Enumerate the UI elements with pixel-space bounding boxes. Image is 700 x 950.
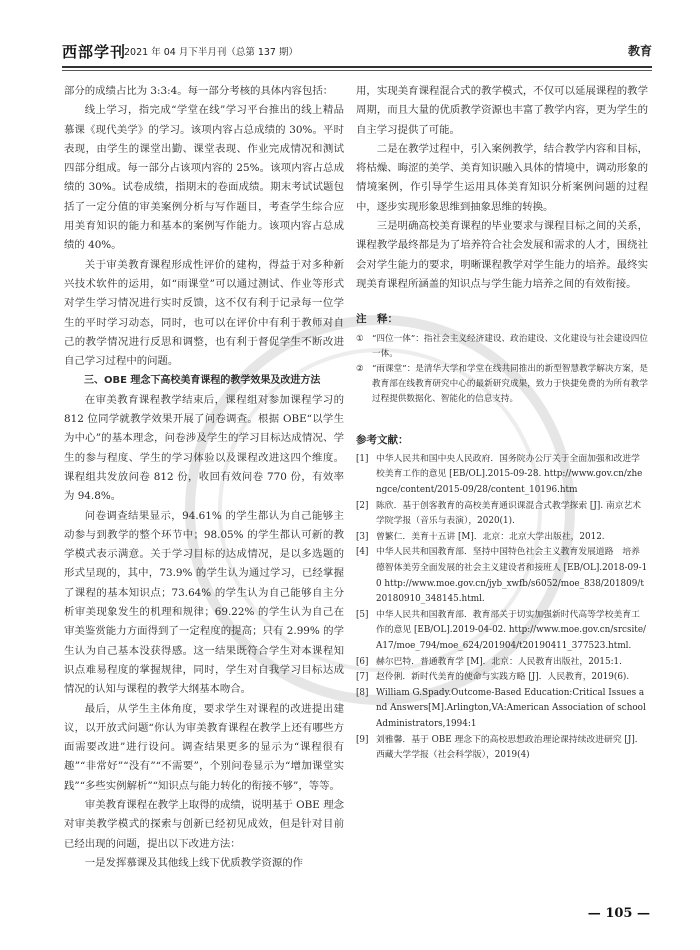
issue-info: 2021 年 04 月下半月刊（总第 137 期）: [124, 47, 298, 58]
body-paragraph: 部分的成绩占比为 3:3:4。每一部分考核的具体内容包括：: [64, 85, 334, 97]
note-item-marker: ②: [356, 363, 364, 374]
reference-item-marker: [3]: [356, 531, 369, 542]
reference-item-marker: [1]: [356, 453, 369, 464]
notes-title: 注 释：: [356, 313, 398, 326]
note-item-marker: ①: [356, 333, 364, 344]
references-title: 参考文献：: [356, 433, 409, 446]
reference-item-marker: [2]: [356, 500, 369, 511]
reference-item-text: 中华人民共和国教育部．坚持中国特色社会主义教育发展道路 培养德智体美劳全面发展的社会主义建设者和接班人 [EB/OL].2018-09-10 http://www.moe.gov.cn/jyb_xwfb/s6052/moe_838/201809/t20180910_348145.html.: [376, 547, 648, 605]
note-item: [356, 332, 648, 362]
page-header: [62, 41, 652, 65]
reference-item: [356, 530, 648, 546]
reference-item: [356, 608, 648, 655]
notes-list: [356, 332, 648, 407]
reference-item: [356, 655, 648, 671]
body-paragraph: 二是在教学过程中，引入案例教学，结合教学内容和目标，将枯燥、晦涩的美学、美育知识融入具体的情境中，调动形象的情境案例，作引导学生运用具体美育知识分析案例问题的过程中，逐步实现形象思维到抽象思维的转换。: [356, 142, 648, 213]
reference-item-text: 中华人民共和国中央人民政府．国务院办公厅关于全面加强和改进学校美育工作的意见 [EB/OL].2015-09-28. http://www.gov.cn/zhengce/content/2015-09/28/content_10196.htm: [376, 453, 643, 496]
journal-logo: 西部学刊: [62, 43, 127, 61]
body-paragraph: 最后，从学生主体角度，要求学生对课程的改进提出建议，以开放式问题“你认为审美教育课程在教学上还有哪些方面需要改进”进行设问。调查结果更多的显示为“课程很有趣”“非常好”“没有”“不需要”，个别问卷显示为“增加课堂实践”“多些实例解析”“知识点与能力转化的衔接不够”，等等。: [64, 702, 344, 792]
header-rule-thick: [62, 66, 652, 68]
right-column-body: [356, 82, 648, 294]
section-heading: 三、OBE 理念下高校美育课程的教学效果及改进方法: [84, 375, 321, 387]
reference-item: [356, 733, 648, 764]
reference-item: [356, 686, 648, 733]
page-number: — 105 —: [587, 906, 650, 921]
reference-item-text: 赫尔巴特．普通教育学 [M]．北京：人民教育出版社，2015:1.: [376, 656, 622, 667]
reference-item: [356, 670, 648, 686]
body-paragraph: 线上学习，指完成“学堂在线”学习平台推出的线上精品慕课《现代美学》的学习。该项内容占总成绩的 30%。平时表现，由学生的课堂出勤、课堂表现、作业完成情况和测试四部分组成。每一部分占该项内容的 25%。该项内容占总成绩的 30%。试卷成绩，指期末的卷面成绩。期末考试试题包括了一定分值的审美案例分析与写作题目，考查学生综合应用美育知识的能力和基本的案例写作能力。该项内容占总成绩的 40%。: [64, 104, 344, 252]
reference-item-marker: [4]: [356, 547, 369, 558]
references-list: [356, 452, 648, 764]
body-paragraph: 关于审美教育课程形成性评价的建构，得益于对多种新兴技术软件的运用，如“雨课堂”可以通过测试、作业等形式对学生学习情况进行实时反馈，这不仅有利于记录每一位学生的平时学习动态，同时，也可以在评价中有利于教师对自己的教学情况进行反思和调整，也有利于督促学生不断改进自己学习过程中的问题。: [64, 258, 344, 368]
body-paragraph: 审美教育课程在教学上取得的成绩，说明基于 OBE 理念对审美教学模式的探索与创新已经初见成效，但是针对目前已经出现的问题，提出以下改进方法：: [64, 798, 344, 850]
body-paragraph: 三是明确高校美育课程的毕业要求与课程目标之间的关系，课程教学最终都是为了培养符合社会发展和需求的人才，围绕社会对学生能力的要求，明晰课程教学对学生能力的培养。最终实现美育课程所涵盖的知识点与学生能力培养之间的有效衔接。: [356, 220, 648, 290]
reference-item: [356, 452, 648, 499]
note-item-text: “四位一体”：指社会主义经济建设、政治建设、文化建设与社会建设四位一体。: [372, 333, 648, 359]
reference-item-marker: [7]: [356, 672, 369, 683]
reference-item: [356, 499, 648, 530]
body-paragraph: 问卷调查结果显示，94.61% 的学生都认为自己能够主动参与到教学的整个环节中；98.05% 的学生都认可新的教学模式表示满意。关于学习目标的达成情况，是以多选题的形式呈现的，其中，73.9% 的学生认为通过学习，已经掌握了课程的基本知识点；73.64% 的学生认为自己能够自主分析审美现象发生的机理和规律；69.22% 的学生认为自己在审美鉴赏能力方面得到了一定程度的提高；只有 2.99% 的学生认为自己基本没获得感。这一结果既符合学生对本课程知识点难易程度的掌握规律，同时，学生对自我学习目标达成情况的认知与课程的教学大纲基本吻合。: [64, 509, 344, 696]
left-column: [64, 82, 344, 873]
reference-item-text: 刘雅馨．基于 OBE 理念下的高校思想政治理论课持续改进研究 [J]．西藏大学学报（社会科学版），2019(4): [376, 734, 644, 761]
reference-item-text: William G.Spady.Outcome-Based Education:Critical Issues and Answers[M].Arlington,VA:American Association of school Administrators,1994:1: [376, 687, 646, 729]
reference-item-marker: [6]: [356, 656, 369, 667]
header-rule-thin: [62, 70, 652, 71]
reference-item-text: 赵伶俐．新时代美育的使命与实践方略 [J]．人民教育，2019(6).: [376, 672, 630, 683]
reference-item-marker: [5]: [356, 609, 369, 620]
note-item: [356, 362, 648, 407]
right-column: [356, 82, 648, 764]
reference-item: [356, 545, 648, 607]
reference-item-marker: [8]: [356, 687, 369, 698]
reference-item-text: 曾繁仁．美育十五讲 [M]．北京：北京大学出版社，2012.: [376, 531, 605, 542]
body-paragraph: 用，实现美育课程混合式的教学模式，不仅可以延展课程的教学周期，而且大量的优质教学资源也丰富了教学内容，更为学生的自主学习提供了可能。: [356, 85, 648, 136]
reference-item-text: 陈欣．基于创客教育的高校美育通识课混合式教学探索 [J]. 南京艺术学院学报（音乐与表演），2020(1).: [376, 500, 642, 527]
reference-item-text: 中华人民共和国教育部．教育部关于切实加强新时代高等学校美育工作的意见 [EB/OL].2019-04-02. http://www.moe.gov.cn/srcsite/A17/moe_794/moe_624/201904/t20190411_377523.html.: [376, 609, 646, 651]
section-label: 教育: [627, 44, 652, 58]
reference-item-marker: [9]: [356, 734, 369, 745]
body-paragraph: 一是发挥慕课及其他线上线下优质教学资源的作: [84, 856, 303, 869]
body-paragraph: 在审美教育课程教学结束后，课程组对参加课程学习的 812 位同学就教学效果开展了问卷调查。根据 OBE“以学生为中心”的基本理念，问卷涉及学生的学习目标达成情况、学生的参与程度、学生的学习体验以及课程改进这四个维度。课程组共发放问卷 812 份，收回有效问卷 770 份，有效率为 94.8%。: [64, 393, 344, 503]
note-item-text: “雨课堂”：是清华大学和学堂在线共同推出的新型智慧教学解决方案，是教育部在线教育研究中心的最新研究成果，致力于快捷免费的为所有教学过程提供数据化、智能化的信息支持。: [372, 363, 648, 404]
